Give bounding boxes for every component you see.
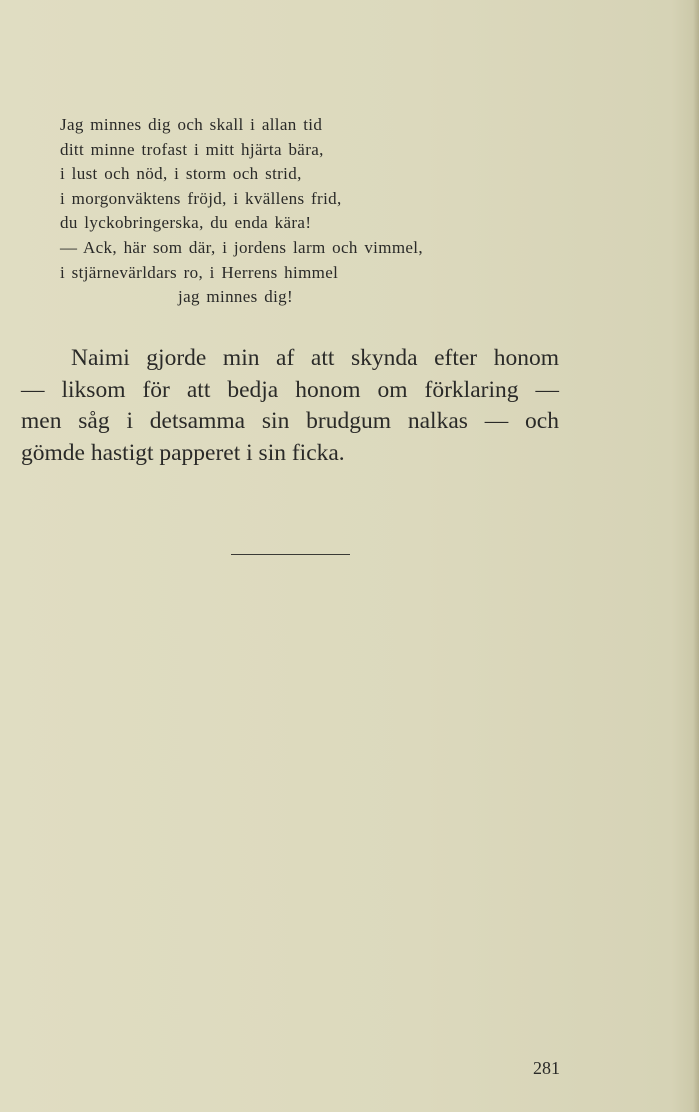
page-edge-shadow [693,0,699,1112]
poem-line: ditt minne trofast i mitt hjärta bära, [60,139,324,159]
poem-line: Jag minnes dig och skall i allan tid [60,115,323,134]
section-divider-rule [231,554,350,555]
poem-stanza [60,113,540,310]
page-number: 281 [533,1058,560,1078]
prose-line: gömde hastigt papperet i sin ficka. [21,439,345,466]
poem-line: i morgonväktens fröjd, i kvällens frid, [60,188,342,208]
prose-line: — liksom för att bedja honom om förklaring — [21,376,559,403]
prose-paragraph [21,343,559,469]
prose-line: Naimi gjorde min af att skynda efter honom [71,345,559,371]
poem-line: jag minnes dig! [178,287,294,307]
poem-line: i lust och nöd, i storm och strid, [60,164,302,184]
poem-line: i stjärnevärldars ro, i Herrens himmel [60,262,339,282]
poem-line: du lyckobringerska, du enda kära! [60,213,312,233]
poem-line: — Ack, här som där, i jordens larm och vimmel, [60,237,423,257]
prose-line: men såg i detsamma sin brudgum nalkas — och [21,408,559,434]
